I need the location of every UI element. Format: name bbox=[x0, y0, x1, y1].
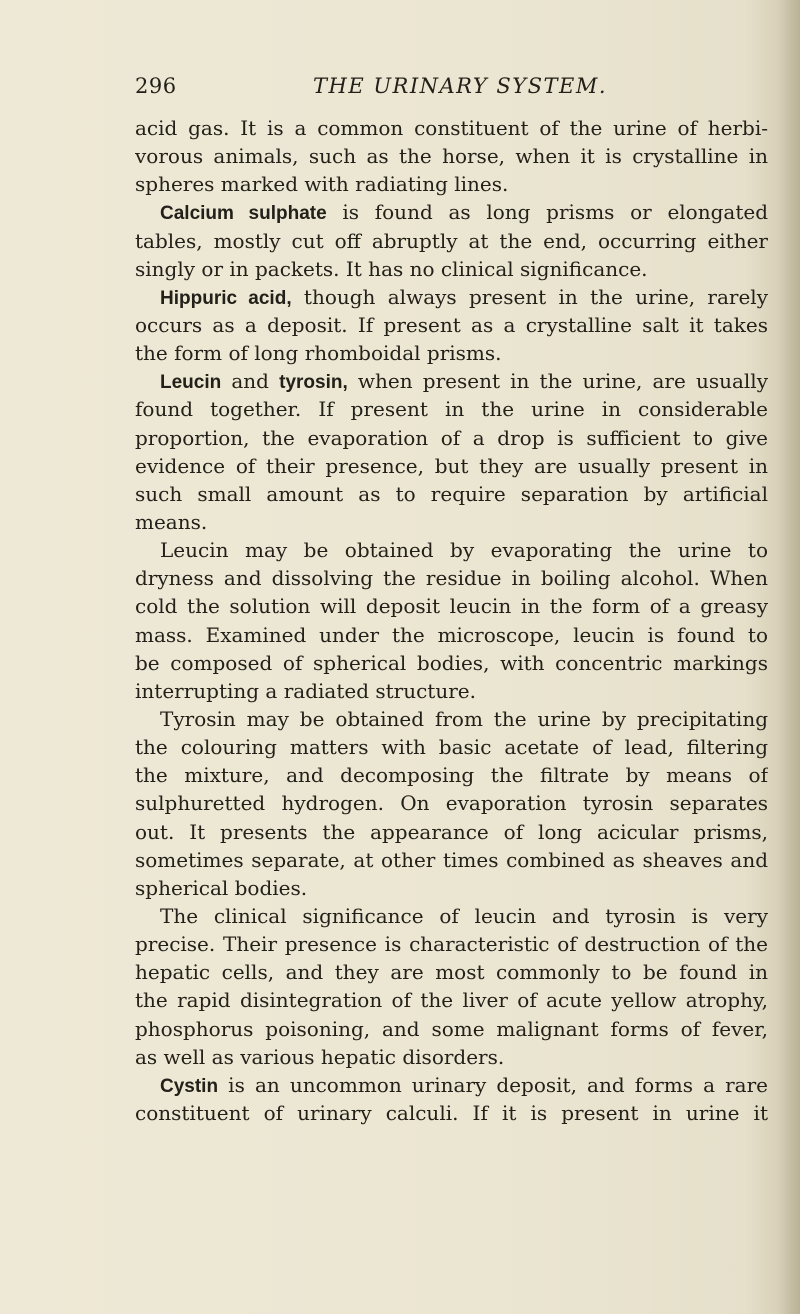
text-line: as well as various hepatic disorders. bbox=[135, 1044, 505, 1069]
text-line: acid gas. It is a common constituent of the urine of herbi- bbox=[135, 116, 768, 140]
text-line: sometimes separate, at other times combined as sheaves and bbox=[135, 847, 768, 872]
text-line: evidence of their presence, but they are usually present in bbox=[135, 453, 768, 478]
text-run: though always present in the urine, rarely bbox=[291, 284, 768, 309]
page-number: 296 bbox=[135, 74, 177, 98]
text-line: Tyrosin may be obtained from the urine by precipitating bbox=[160, 706, 768, 731]
text-line: be composed of spherical bodies, with concentric markings bbox=[135, 650, 768, 675]
text-line: the colouring matters with basic acetate of lead, filtering bbox=[135, 735, 768, 760]
text-line: occurs as a deposit. If present as a crystalline salt it takes bbox=[135, 312, 768, 337]
text-line: the mixture, and decomposing the filtrate by means of bbox=[135, 763, 768, 788]
text-line: hepatic cells, and they are most commonly to be found in bbox=[135, 960, 768, 985]
text-line: mass. Examined under the microscope, leucin is found to bbox=[135, 622, 768, 647]
text-line: found together. If present in the urine in considerable bbox=[135, 397, 768, 422]
term-leucin: Leucin bbox=[160, 372, 222, 394]
text-line bbox=[135, 1071, 768, 1099]
text-line: sulphuretted hydrogen. On evaporation tyrosin separates bbox=[135, 791, 768, 816]
text-line bbox=[135, 367, 768, 395]
body-text bbox=[135, 114, 768, 1127]
text-line: dryness and dissolving the residue in boiling alcohol. When bbox=[135, 566, 768, 591]
text-line: means. bbox=[135, 509, 208, 534]
text-line: tables, mostly cut off abruptly at the end, occurring either bbox=[135, 228, 768, 253]
text-line: spherical bodies. bbox=[135, 875, 308, 900]
text-line: vorous animals, such as the horse, when it is crystalline in bbox=[135, 144, 768, 169]
text-line: precise. Their presence is characteristic of destruction of the bbox=[135, 932, 768, 957]
text-line: interrupting a radiated structure. bbox=[135, 678, 476, 703]
text-run: is found as long prisms or elongated bbox=[326, 200, 768, 225]
term-hippuric-acid: Hippuric acid, bbox=[160, 287, 292, 309]
text-line: out. It presents the appearance of long acicular prisms, bbox=[135, 819, 768, 844]
text-line: cold the solution will deposit leucin in the form of a greasy bbox=[135, 594, 768, 619]
text-line: Leucin may be obtained by evaporating the urine to bbox=[160, 538, 768, 563]
text-run: when present in the urine, are usually bbox=[347, 369, 768, 394]
text-run: and bbox=[221, 369, 280, 394]
text-line: The clinical significance of leucin and tyrosin is very bbox=[160, 903, 768, 928]
page-gutter-shadow bbox=[778, 0, 800, 1314]
text-line: constituent of urinary calculi. If it is present in urine it bbox=[135, 1100, 768, 1125]
text-line: the form of long rhomboidal prisms. bbox=[135, 341, 502, 366]
text-line bbox=[135, 198, 768, 226]
term-tyrosin: tyrosin, bbox=[279, 372, 348, 394]
term-calcium-sulphate: Calcium sulphate bbox=[160, 203, 327, 225]
text-line: phosphorus poisoning, and some malignant forms of fever, bbox=[135, 1016, 768, 1041]
text-line: such small amount as to require separation by artificial bbox=[135, 481, 768, 506]
running-title: THE URINARY SYSTEM. bbox=[313, 74, 608, 98]
text-line: proportion, the evaporation of a drop is sufficient to give bbox=[135, 425, 768, 450]
page-header bbox=[135, 74, 735, 104]
text-line: singly or in packets. It has no clinical significance. bbox=[135, 256, 648, 281]
text-line bbox=[135, 283, 768, 311]
term-cystin: Cystin bbox=[160, 1075, 219, 1097]
text-run: is an uncommon urinary deposit, and forms a rare bbox=[218, 1072, 768, 1097]
text-line: the rapid disintegration of the liver of acute yellow atrophy, bbox=[135, 988, 768, 1013]
text-line: spheres marked with radiating lines. bbox=[135, 172, 509, 197]
